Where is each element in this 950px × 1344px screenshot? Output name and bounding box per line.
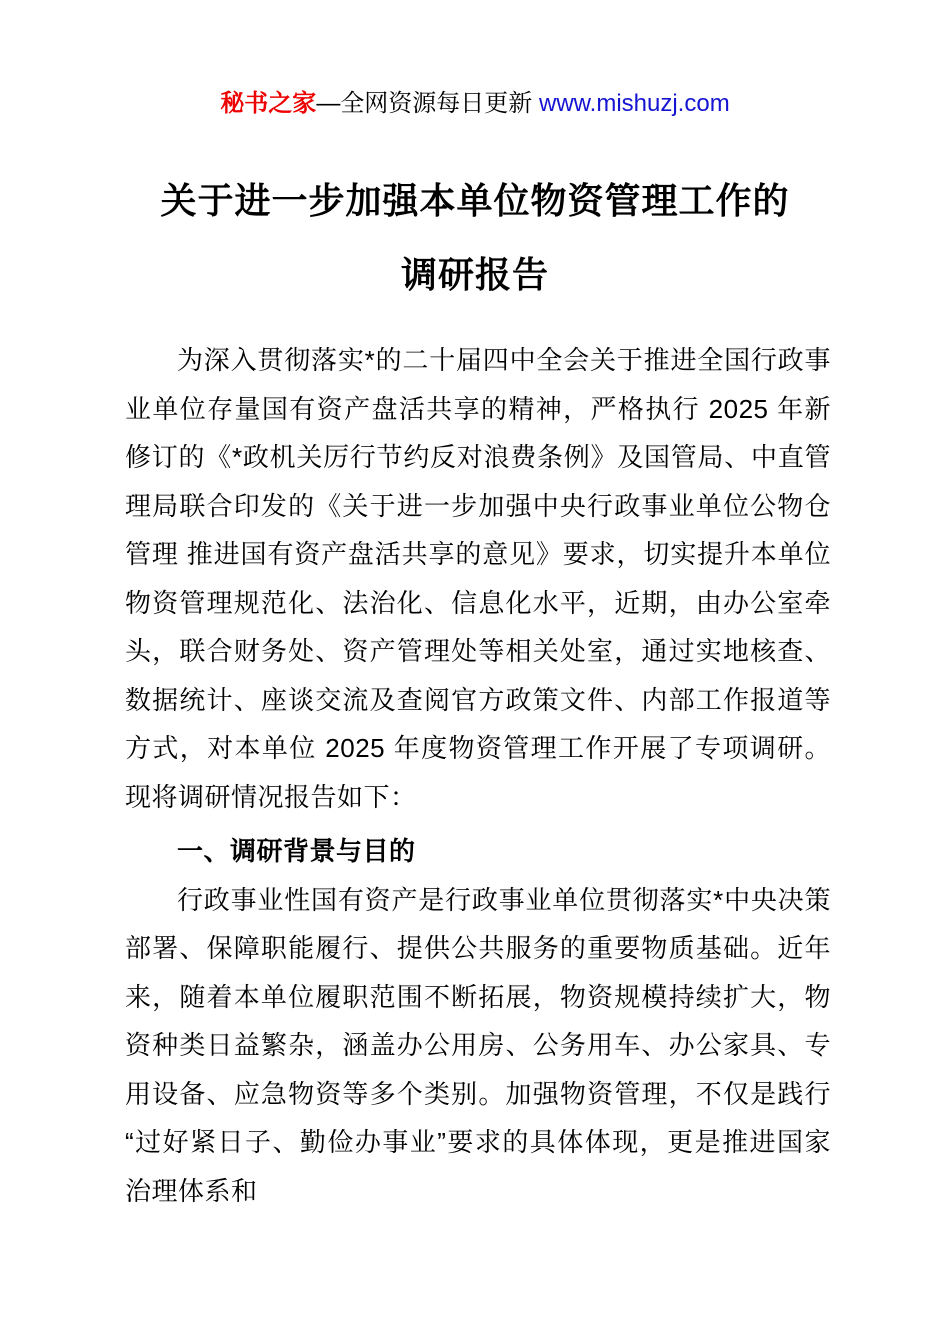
site-url-link[interactable]: www.mishuzj.com — [538, 90, 730, 117]
title-line-1: 关于进一步加强本单位物资管理工作的 — [160, 180, 790, 221]
site-name: 秘书之家 — [220, 90, 317, 117]
document-body — [125, 336, 831, 1215]
title-line-2: 调研报告 — [400, 254, 549, 295]
site-header — [0, 0, 950, 118]
paragraph-background: 行政事业性国有资产是行政事业单位贯彻落实*中央决策部署、保障职能履行、提供公共服务的重要物质基础。近年来，随着本单位履职范围不断拓展，物资规模持续扩大，物资种类日益繁杂，涵盖办公用房、公务用车、办公家具、专用设备、应急物资等多个类别。加强物资管理，不仅是践行“过好紧日子、勤俭办事业”要求的具体体现，更是推进国家治理体系和 — [125, 884, 831, 1206]
site-tagline: —全网资源每日更新 — [316, 90, 539, 117]
paragraph-intro: 为深入贯彻落实*的二十届四中全会关于推进全国行政事业单位存量国有资产盘活共享的精神，严格执行 2025 年新修订的《*政机关厉行节约反对浪费条例》及国管局、中直管理局联合印发的《关于进一步加强中央行政事业单位公物仓管理 推进国有资产盘活共享的意见》要求，切实提升本单位物资管理规范化、法治化、信息化水平，近期，由办公室牵头，联合财务处、资产管理处等相关处室，通过实地核查、数据统计、座谈交流及查阅官方政策文件、内部工作报道等方式，对本单位 2025 年度物资管理工作开展了专项调研。现将调研情况报告如下： — [125, 345, 831, 812]
document-title — [0, 164, 950, 312]
section-heading-1: 一、调研背景与目的 — [177, 836, 416, 866]
